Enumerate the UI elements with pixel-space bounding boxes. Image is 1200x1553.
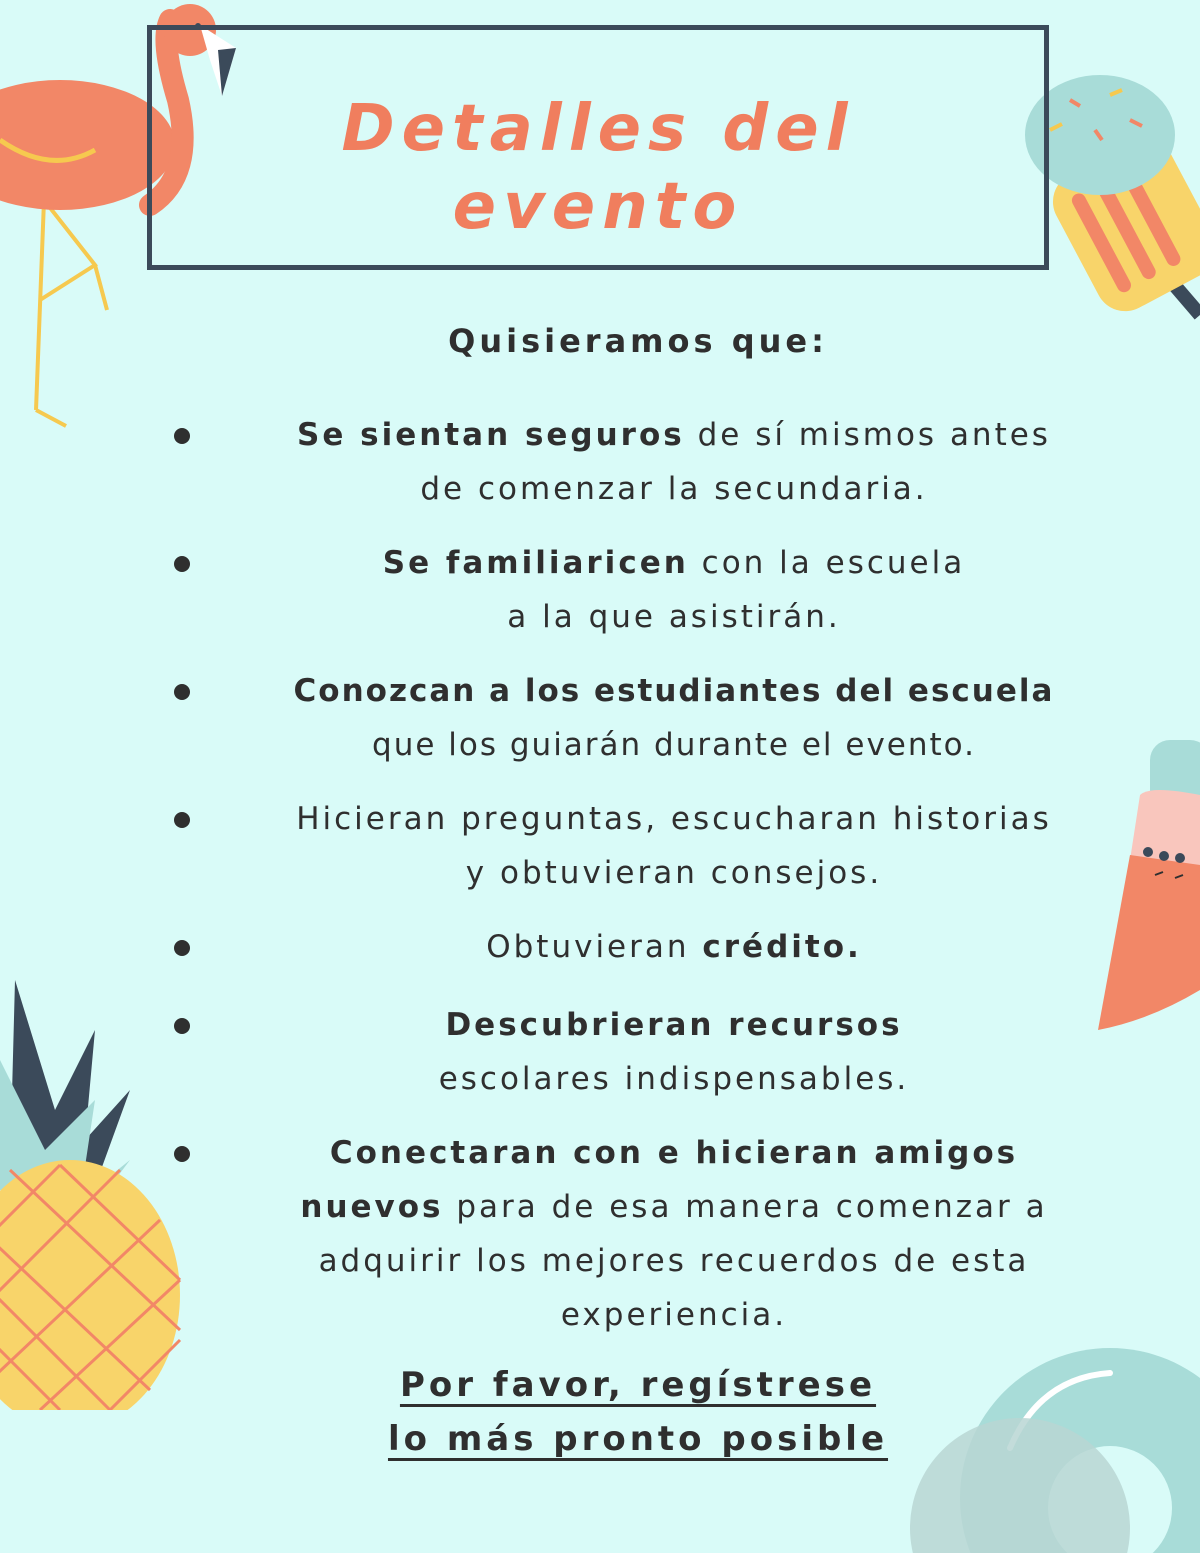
page-title (152, 90, 1044, 246)
item-text: de sí mismos antes (684, 417, 1051, 453)
list-item (170, 664, 1130, 772)
bullet-icon (174, 1018, 190, 1034)
item-bold-text: nuevos (300, 1189, 444, 1225)
item-bold-text: Se sientan seguros (297, 417, 685, 453)
list-item (170, 536, 1130, 644)
event-goals-list (170, 408, 1130, 1342)
title-line-1: Detalles del (341, 92, 855, 166)
item-bold-text: crédito. (702, 929, 862, 965)
list-item (170, 792, 1130, 900)
title-line-2: evento (452, 170, 744, 244)
subheading: Quisieramos que: (448, 322, 828, 360)
bullet-icon (174, 812, 190, 828)
pineapple-illustration (0, 970, 190, 1410)
item-text: a la que asistirán. (507, 599, 841, 635)
bullet-icon (174, 1146, 190, 1162)
item-text: experiencia. (560, 1297, 788, 1333)
item-text: y obtuvieran consejos. (465, 855, 883, 891)
title-frame (147, 25, 1049, 270)
item-text: para de esa manera comenzar a (443, 1189, 1048, 1225)
bullet-icon (174, 556, 190, 572)
bullet-icon (174, 428, 190, 444)
cta-line-1: Por favor, regístrese (399, 1365, 877, 1405)
item-text: Hicieran preguntas, escucharan historias (296, 801, 1052, 837)
item-bold-text: Conozcan a los estudiantes del escuela (293, 673, 1055, 709)
cta-line-2: lo más pronto posible (387, 1419, 889, 1459)
bullet-icon (174, 684, 190, 700)
item-text: con la escuela (688, 545, 966, 581)
list-item (170, 998, 1130, 1106)
item-bold-text: Descubrieran recursos (445, 1007, 903, 1043)
list-item (170, 1126, 1130, 1342)
item-text: escolares indispensables. (438, 1061, 910, 1097)
item-text: adquirir los mejores recuerdos de esta (318, 1243, 1030, 1279)
bullet-icon (174, 940, 190, 956)
list-item (170, 408, 1130, 516)
list-item (170, 920, 1130, 974)
registration-call-to-action (0, 1358, 1200, 1466)
item-bold-text: Conectaran con e hicieran amigos (329, 1135, 1019, 1171)
item-bold-text: Se familiaricen (382, 545, 689, 581)
item-text: Obtuvieran (486, 929, 703, 965)
item-text: de comenzar la secundaria. (420, 471, 928, 507)
item-text: que los guiarán durante el evento. (372, 727, 976, 763)
